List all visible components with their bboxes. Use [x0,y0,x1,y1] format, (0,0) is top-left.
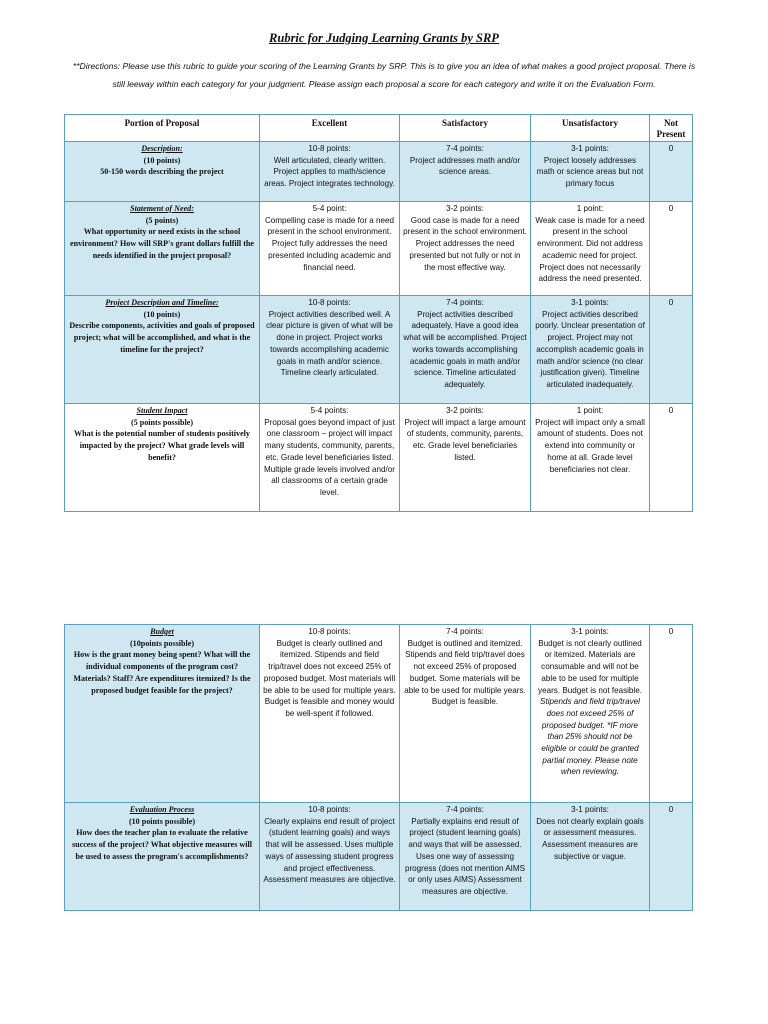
section-question: How does the teacher plan to evaluate the relative success of the project? What objective measures will be used to assess the program's accomplishments? [71,828,253,861]
portion-cell [65,625,260,803]
criteria-text: Budget is not clearly outlined or itemized. Materials are consumable and will not be able to be used for multiple years. Budget is not feasible. [538,638,642,695]
section-points: (10 points possible) [128,816,196,826]
section-points: (10 points) [143,309,181,319]
score-range: 3-2 points: [446,204,484,213]
header-excellent: Excellent [260,115,400,142]
page-title: Rubric for Judging Learning Grants by SRP [269,31,499,45]
satisfactory-cell [400,142,531,202]
unsatisfactory-cell [531,803,650,911]
section-question: What is the potential number of students positively impacted by the project? What grade levels will benefit? [74,429,250,462]
section-points: (10points possible) [129,638,195,648]
score-range: 3-1 points: [571,144,609,153]
unsatisfactory-cell [531,404,650,512]
section-title: Description: [141,144,183,153]
header-portion: Portion of Proposal [65,115,260,142]
score-range: 10-8 points: [308,298,351,307]
unsatisfactory-cell [531,202,650,296]
score-range: 7-4 points: [446,144,484,153]
criteria-note: Stipends and field trip/travel does not exceed 25% of proposed budget. *IF more than 25% should not be eligible or could be granted partial money. Please note when reviewing. [540,697,640,777]
score-range: 10-8 points: [308,805,351,814]
section-question: What opportunity or need exists in the school environment? How will SRP's grant dollars fulfill the needs identified in the project proposal? [70,227,254,260]
unsatisfactory-cell [531,296,650,404]
section-title: Project Description and Timeline: [105,298,219,307]
criteria-text: Project will impact a large amount of students, community, parents, etc. Grade level beneficiaries listed. [404,417,526,462]
row-description [65,142,693,202]
not-present-cell: 0 [650,142,693,202]
excellent-cell [260,202,400,296]
score-range: 1 point: [576,406,604,415]
row-project-description [65,296,693,404]
not-present-cell: 0 [650,404,693,512]
criteria-text: Budget is outlined and itemized. Stipends and field trip/travel does not exceed 25% of proposed budget. Some materials will be able to be used for multiple years. Budget is feasible. [404,638,526,707]
excellent-cell [260,625,400,803]
not-present-cell: 0 [650,296,693,404]
row-student-impact [65,404,693,512]
criteria-text: Project activities described adequately. Have a good idea what will be accomplished. Project works towards accomplishing academic goals in math and/or science. Timeline articulated adequately. [403,309,527,389]
score-range: 7-4 points: [446,298,484,307]
header-satisfactory: Satisfactory [400,115,531,142]
section-question: Describe components, activities and goals of proposed project; what will be accomplished, and what is the timeline for the project? [69,321,255,354]
not-present-cell: 0 [650,625,693,803]
portion-cell [65,404,260,512]
portion-cell [65,296,260,404]
score-range: 3-1 points: [571,298,609,307]
criteria-text: Project will impact only a small amount of students. Does not extend into community or home at all. Grade level beneficiaries not clear. [535,417,645,474]
score-range: 3-1 points: [571,627,609,636]
row-budget [65,625,693,803]
criteria-text: Project addresses math and/or science areas. [409,155,521,177]
satisfactory-cell [400,296,531,404]
excellent-cell [260,404,400,512]
rubric-table-page-2 [64,624,693,911]
score-range: 1 point: [576,204,604,213]
criteria-text: Compelling case is made for a need present in the school environment. Project fully addresses the need presented including academic and financial need. [264,215,395,272]
criteria-text: Project loosely addresses math or science areas but not primary focus [536,155,644,189]
excellent-cell [260,803,400,911]
portion-cell [65,202,260,296]
score-range: 3-1 points: [571,805,609,814]
row-statement-of-need [65,202,693,296]
criteria-text: Budget is clearly outlined and itemized. Stipends and field trip/travel does not exceed 25% of proposed budget. Most materials will be able to be used for multiple years. Budget is feasible and money would be well-spent if followed. [263,638,396,718]
section-points: (5 points possible) [130,417,194,427]
header-unsatisfactory: Unsatisfactory [531,115,650,142]
rubric-table-page-1 [64,114,693,512]
section-title: Statement of Need: [130,204,194,213]
satisfactory-cell [400,625,531,803]
satisfactory-cell [400,404,531,512]
header-row [65,115,693,142]
criteria-text: Partially explains end result of project (student learning goals) and ways that will be assessed. Uses one way of assessing progress (does not mention AIMS or only uses AIMS) Assessment measures are objective. [404,816,526,896]
score-range: 7-4 points: [446,627,484,636]
score-range: 10-8 points: [308,627,351,636]
section-title: Evaluation Process [129,805,195,814]
score-range: 7-4 points: [446,805,484,814]
criteria-text: Project activities described poorly. Unclear presentation of project. Project may not accomplish academic goals in math and/or science (no clear justification given). Timeline articulated inadequately. [535,309,645,389]
score-range: 5-4 point: [312,204,347,213]
excellent-cell [260,142,400,202]
section-question: How is the grant money being spent? What will the individual components of the program cost? Materials? Staff? Are expenditures itemized? Is the proposed budget feasible for the project? [73,650,251,695]
section-points: (5 points) [145,215,179,225]
criteria-text: Good case is made for a need present in the school environment. Project addresses the need presented but not fully or not in the most effective way. [403,215,527,272]
excellent-cell [260,296,400,404]
portion-cell [65,803,260,911]
satisfactory-cell [400,202,531,296]
portion-cell [65,142,260,202]
criteria-text: Project activities described well. A clear picture is given of what will be done in project. Project works towards accomplishing academic goals in math and/or science. Timeline clearly articulated. [266,309,393,378]
header-not-present: Not Present [650,115,693,142]
section-points: (10 points) [143,155,181,165]
row-evaluation-process [65,803,693,911]
not-present-cell: 0 [650,202,693,296]
criteria-text: Does not clearly explain goals or assessment measures. Assessment measures are subjective or vague. [536,816,644,861]
section-title: Student Impact [136,406,188,415]
score-range: 3-2 points: [446,406,484,415]
section-title: Budget [150,627,174,636]
satisfactory-cell [400,803,531,911]
criteria-text: Clearly explains end result of project (student learning goals) and ways that will be assessed. Uses multiple ways of assessing student progress and project effectiveness. Assessment measures are objective. [263,816,396,885]
criteria-text: Proposal goes beyond impact of just one classroom – project will impact many students, community, parents, etc. Grade level beneficiaries listed. Multiple grade levels involved and/or all classrooms of a certain grade level. [264,417,395,497]
not-present-cell: 0 [650,803,693,911]
criteria-text: Well articulated, clearly written. Project applies to math/science areas. Project integrates technology. [264,155,395,189]
unsatisfactory-cell [531,625,650,803]
criteria-text: Weak case is made for a need present in the school environment. Did not address academic need for project. Project does not necessarily address the need presented. [535,215,645,284]
unsatisfactory-cell [531,142,650,202]
directions-text: **Directions: Please use this rubric to guide your scoring of the Learning Grants by SRP. This is to give you an idea of what makes a good project proposal. There is still leeway within each category for your judgment. Please assign each proposal a score for each category and write it on the Evaluation Form. [72,61,696,89]
section-question: 50-150 words describing the project [100,167,224,177]
score-range: 10-8 points: [308,144,351,153]
score-range: 5-4 points: [310,406,349,415]
